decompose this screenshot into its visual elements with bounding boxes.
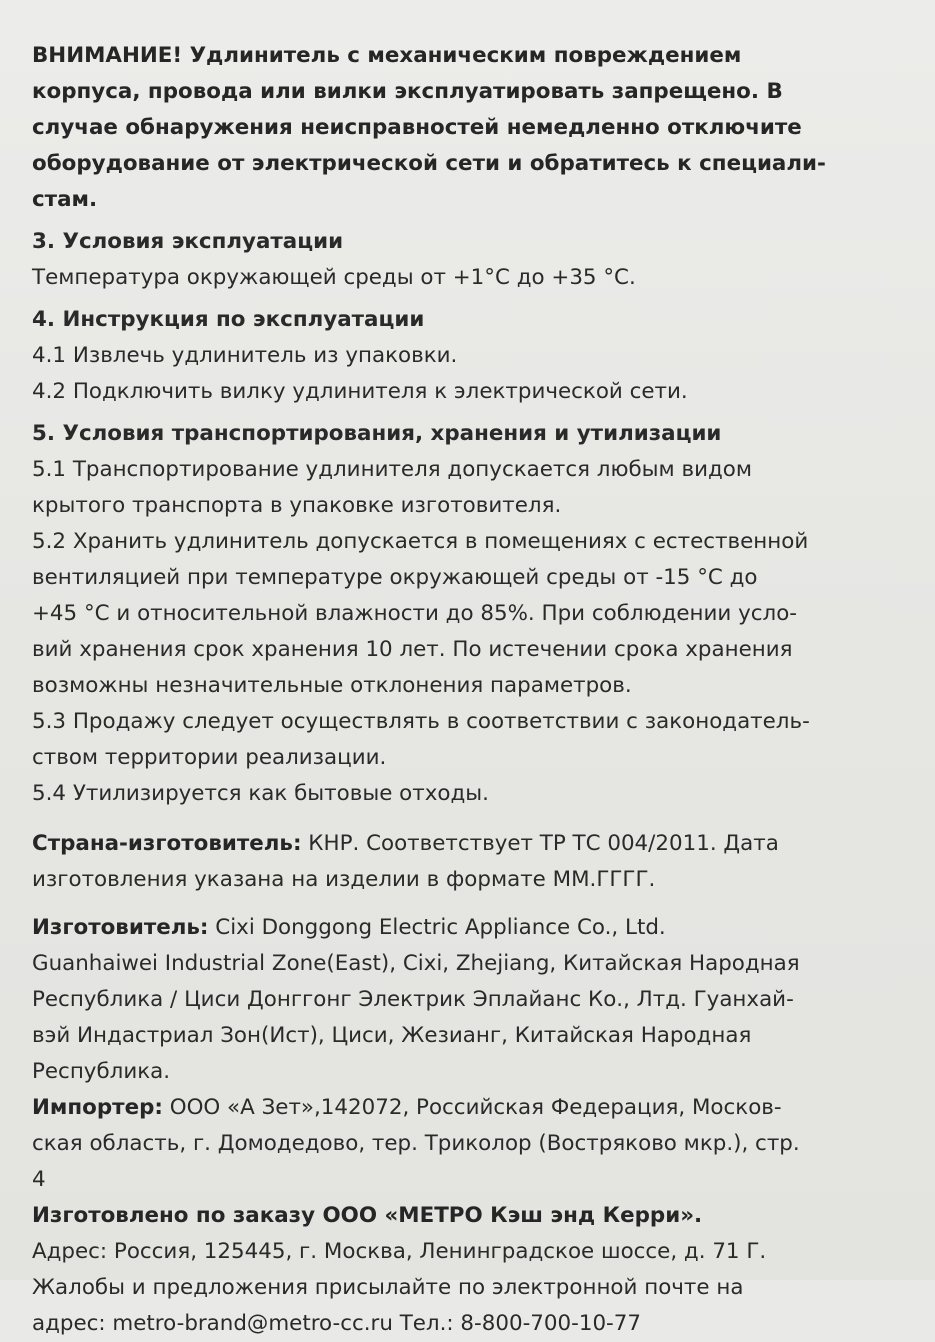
section-5-line: 5.2 Хранить удлинитель допускается в помещениях с естественной — [32, 529, 809, 554]
section-5-line: +45 °С и относительной влажности до 85%. При соблюдении усло- — [32, 601, 798, 626]
warning-line: стам. — [32, 187, 98, 212]
warning-block — [32, 38, 900, 218]
manufacturer-address-line: Республика / Циси Донггонг Электрик Эплайанс Ко., Лтд. Гуанхай- — [32, 987, 794, 1012]
country-line — [32, 826, 900, 862]
section-5-line: вентиляцией при температуре окружающей среды от -15 °С до — [32, 565, 758, 590]
order-heading: Изготовлено по заказу ООО «МЕТРО Кэш энд Керри». — [32, 1203, 703, 1228]
section-4-heading: 4. Инструкция по эксплуатации — [32, 307, 425, 332]
section-5-line: 5.3 Продажу следует осуществлять в соответствии с законодатель- — [32, 709, 810, 734]
section-3-heading: 3. Условия эксплуатации — [32, 229, 344, 254]
importer-address-line: 4 — [32, 1167, 46, 1192]
section-5-line: 5.4 Утилизируется как бытовые отходы. — [32, 781, 489, 806]
warning-line: корпуса, провода или вилки эксплуатировать запрещено. В — [32, 79, 783, 104]
order-complaints: Жалобы и предложения присылайте по электронной почте на — [32, 1275, 744, 1300]
country-text: КНР. Соответствует ТР ТС 004/2011. Дата — [301, 831, 779, 856]
order-contacts: адрес: metro-brand@metro-cc.ru Тел.: 8-800-700-10-77 — [32, 1311, 641, 1336]
section-5-line: возможны незначительные отклонения параметров. — [32, 673, 632, 698]
order-address: Адрес: Россия, 125445, г. Москва, Ленинградское шоссе, д. 71 Г. — [32, 1239, 767, 1264]
section-3-text: Температура окружающей среды от +1°С до +35 °С. — [32, 265, 636, 290]
importer-name: ООО «А Зет»,142072, Российская Федерация, Москов- — [162, 1095, 782, 1120]
warning-line: ВНИМАНИЕ! Удлинитель с механическим повреждением — [32, 43, 742, 68]
manufacturer-name: Cixi Donggong Electric Appliance Co., Ltd. — [208, 915, 666, 940]
section-5-line: крытого транспорта в упаковке изготовителя. — [32, 493, 562, 518]
warning-line: оборудование от электрической сети и обратитесь к специали- — [32, 151, 826, 176]
manufacturer-address-line: Guanhaiwei Industrial Zone(East), Cixi, Zhejiang, Китайская Народная — [32, 951, 800, 976]
section-5-heading: 5. Условия транспортирования, хранения и утилизации — [32, 421, 722, 446]
section-4-item: 4.2 Подключить вилку удлинителя к электрической сети. — [32, 379, 688, 404]
manufacturer-address-line: Республика. — [32, 1059, 171, 1084]
country-label: Страна-изготовитель: — [32, 831, 302, 856]
document-body — [32, 38, 900, 1342]
manufacturer-address-line: вэй Индастриал Зон(Ист), Циси, Жезианг, Китайская Народная — [32, 1023, 752, 1048]
section-4-item: 4.1 Извлечь удлинитель из упаковки. — [32, 343, 458, 368]
manufacturer-line — [32, 910, 900, 946]
importer-line — [32, 1090, 900, 1126]
section-5-line: вий хранения срок хранения 10 лет. По истечении срока хранения — [32, 637, 793, 662]
importer-label: Импортер: — [32, 1095, 163, 1120]
section-5-line: 5.1 Транспортирование удлинителя допускается любым видом — [32, 457, 753, 482]
warning-line: случае обнаружения неисправностей немедленно отключите — [32, 115, 802, 140]
manufacturer-label: Изготовитель: — [32, 915, 209, 940]
section-5-line: ством территории реализации. — [32, 745, 387, 770]
country-date-line: изготовления указана на изделии в формате ММ.ГГГГ. — [32, 867, 656, 892]
importer-address-line: ская область, г. Домодедово, тер. Триколор (Востряково мкр.), стр. — [32, 1131, 800, 1156]
